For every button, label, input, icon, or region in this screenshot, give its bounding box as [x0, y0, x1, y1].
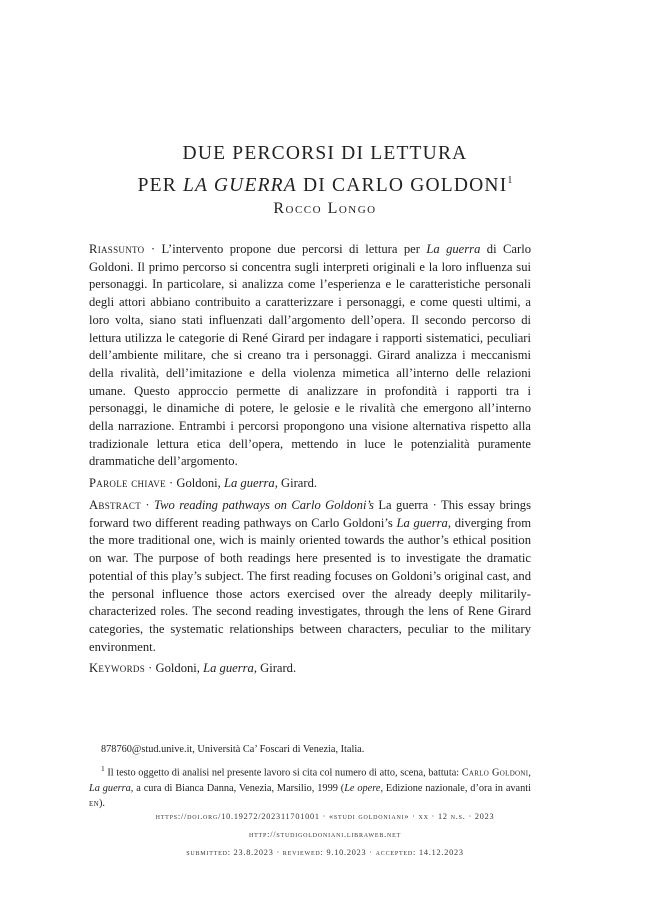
separator: ·	[144, 242, 162, 256]
title-line-2	[0, 167, 650, 199]
title-line-1: DUE PERCORSI DI LETTURA	[182, 143, 468, 164]
abstract-heading: Two reading pathways on Carlo Goldoni’s	[154, 498, 374, 512]
separator: ·	[428, 498, 441, 512]
submission-dates-line: submitted: 23.8.2023 · reviewed: 9.10.2023 · accepted: 14.12.2023	[186, 848, 464, 857]
footnote-1-play: La guerra	[89, 783, 131, 795]
keywords-label: Keywords	[89, 661, 145, 676]
abstract-label: Abstract	[89, 498, 142, 512]
separator: ·	[145, 661, 156, 676]
separator: ·	[141, 498, 155, 512]
article-title	[0, 140, 650, 199]
footnote-1-text-2: ,	[528, 767, 531, 779]
footnote-1-text: Il testo oggetto di analisi nel presente lavoro si cita col numero di atto, scena, battuta:	[104, 767, 462, 779]
doi-journal-line: https://doi.org/10.19272/202311701001 · «studi goldoniani» · xx · 12 n.s. · 2023	[155, 812, 495, 821]
riassunto-text: L’intervento propone due percorsi di lettura per	[161, 242, 427, 256]
english-abstract-block	[89, 497, 531, 678]
riassunto-paragraph	[89, 241, 531, 471]
journal-url-line: http://studigoldoniani.libraweb.net	[248, 830, 402, 839]
footnote-1-mark: 1	[101, 764, 105, 774]
title-play-name: LA GUERRA	[183, 175, 297, 196]
parole-chiave-label: Parole chiave	[89, 476, 166, 491]
keywords-play-name: La guerra	[203, 661, 254, 676]
parole-chiave-paragraph	[89, 475, 531, 493]
italian-summary-block	[89, 241, 531, 493]
keywords-text-end: , Girard.	[253, 661, 297, 676]
abstract-text: This essay brings forward two different reading pathways on Carlo Goldoni’s	[89, 498, 531, 530]
riassunto-label: Riassunto	[89, 242, 145, 256]
parole-chiave-text-end: , Girard.	[274, 476, 318, 491]
parole-chiave-text: Goldoni,	[176, 476, 224, 491]
author-name: Rocco Longo	[273, 200, 377, 217]
title-suffix: DI CARLO GOLDONI	[296, 175, 508, 196]
title-footnote-mark: 1	[507, 175, 513, 186]
abstract-paragraph	[89, 497, 531, 656]
abstract-heading-play: La guerra	[373, 498, 429, 512]
riassunto-text-cont: di Carlo Goldoni. Il primo percorso si concentra sugli interpreti originali e la loro influenza sui personaggi. In particolare, si analizza come l’esperienza e le caratteristiche personali degli attori abbiano contribuito a caratterizzare i personaggi, e come questi ultimi, a loro volta, siano stati influenzati dall’argomento dell’opera. Il secondo percorso di lettura utilizza le categorie di René Girard per indagare i rapporti sistematici, peculiari dell’ambiente militare, che si creano tra i personaggi. Girard analizza i meccanismi della rivalità, dell’imitazione e della violenza mimetica all’interno delle relazioni umane. Questo approccio permette di analizzare in profondità i rapporti tra i personaggi, le dinamiche di potere, le gelosie e le rivalità che emergono all’interno della narrazione. Entrambi i percorsi propongono una visione alternativa rispetto alla tradizionale lettura etica dell’opera, mettendo in luce le potenzialità puramente drammatiche dell’argomento.	[89, 242, 532, 469]
riassunto-play-name: La guerra	[426, 242, 481, 256]
footnote-1-text-3: , a cura di Bianca Danna, Venezia, Marsilio, 1999 (	[130, 783, 345, 795]
abstract-play-name: La guerra	[396, 515, 448, 530]
author-contact: 878760@stud.unive.it, Università Ca’ Foscari di Venezia, Italia.	[101, 744, 365, 755]
footnote-1-author: Carlo Goldoni	[461, 767, 529, 779]
footnote-1-text-4: , Edizione nazionale, d’ora in avanti	[380, 783, 531, 795]
footnotes	[89, 742, 531, 812]
title-prefix: PER	[137, 175, 184, 196]
parole-chiave-play-name: La guerra	[223, 476, 275, 491]
footnote-1-series: Le opere	[344, 783, 381, 795]
keywords-text: Goldoni,	[155, 661, 204, 676]
footnote-1-text-5: ).	[98, 798, 105, 810]
keywords-paragraph	[89, 660, 531, 678]
abstract-text-cont: , diverging from the more traditional one, wich is mainly oriented towards the author’s ethical position on war. The purpose of both readings here presented is to investigate the dramatic potential of this play’s subject. The first reading focuses on Goldoni’s original cast, and the personal influence those actors exercised over the already deeply militarily-characterized roles. The second reading investigates, through the lens of Rene Girard categories, the systematic relationships between characters, peculiar to the military environment.	[89, 515, 531, 654]
footnote-1	[89, 761, 531, 811]
separator: ·	[165, 476, 177, 491]
footnote-1-abbrev: en	[89, 798, 99, 810]
